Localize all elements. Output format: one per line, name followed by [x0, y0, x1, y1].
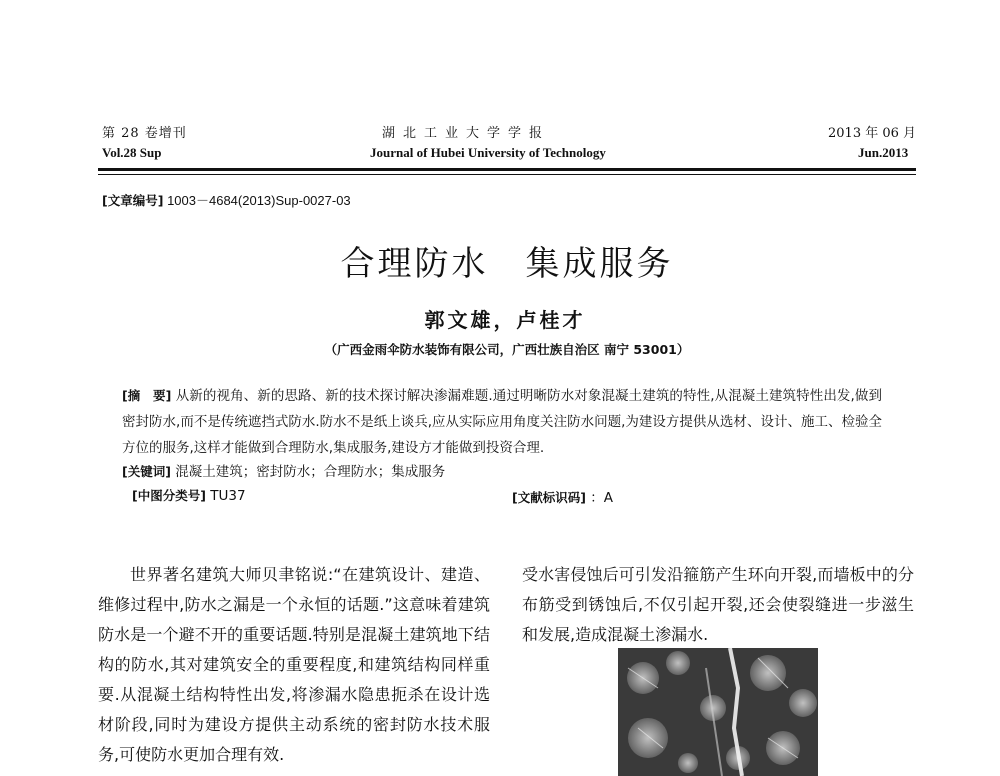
keywords-text: 混凝土建筑；密封防水；合理防水；集成服务: [175, 464, 446, 480]
clc-label: [中图分类号]: [132, 488, 206, 503]
volume-cn: 第 28 卷增刊: [102, 126, 187, 141]
document-code: [512, 486, 613, 506]
doc-code-label: [文献标识码]: [512, 490, 586, 505]
abstract: [122, 383, 882, 461]
abstract-label: [摘 要]: [122, 388, 172, 403]
body-paragraph: 世界著名建筑大师贝聿铭说:“在建筑设计、建造、维修过程中,防水之漏是一个永恒的话题.”这意味着建筑防水是一个避不开的重要话题.特别是混凝土建筑地下结构的防水,其对建筑安全的重要程度,和建筑结构同样重要.从混凝土结构特性出发,将渗漏水隐患扼杀在设计选材阶段,同时为建设方提供主动系统的密封防水技术服务,可使防水更加合理有效.: [98, 565, 490, 764]
clc-value: TU37: [210, 488, 246, 504]
header-rule-thick: [98, 168, 916, 171]
article-number-value: 1003－4684(2013)Sup-0027-03: [167, 193, 351, 208]
paper-title: 合理防水 集成服务: [340, 244, 674, 284]
volume-en: Vol.28 Sup: [102, 145, 162, 160]
keywords-label: [关键词]: [122, 464, 171, 479]
body-paragraph: 受水害侵蚀后可引发沿箍筋产生环向开裂,而墙板中的分布筋受到锈蚀后,不仅引起开裂,还会使裂缝进一步滋生和发展,造成混凝土渗漏水.: [522, 565, 914, 644]
doc-code-value: ：A: [590, 490, 613, 506]
body-right-column: [522, 560, 914, 650]
micrograph-figure: [618, 648, 818, 776]
abstract-text: 从新的视角、新的思路、新的技术探讨解决渗漏难题.通过明晰防水对象混凝土建筑的特性,从混凝土建筑特性出发,做到密封防水,而不是传统遮挡式防水.防水不是纸上谈兵,应从实际应用角度关注防水问题,为建设方提供从选材、设计、施工、检验全方位的服务,这样才能做到合理防水,集成服务,建设方才能做到投资合理.: [122, 388, 883, 456]
journal-title-cn: 湖北工业大学学报: [382, 126, 551, 141]
micrograph-image: [618, 648, 818, 776]
issue-date-cn: 2013 年 06 月: [828, 126, 917, 141]
journal-title-en: Journal of Hubei University of Technology: [370, 145, 606, 160]
article-number-label: [文章编号]: [102, 193, 164, 208]
paper-authors: 郭文雄，卢桂才: [424, 308, 586, 332]
issue-date-en: Jun.2013: [858, 145, 909, 160]
body-left-column: [98, 560, 490, 770]
article-number: [102, 190, 351, 209]
clc-number: [132, 486, 246, 504]
header-rule-thin: [98, 174, 916, 175]
author-affiliation: （广西金雨伞防水装饰有限公司，广西壮族自治区 南宁 53001）: [324, 342, 690, 357]
keywords: [122, 460, 445, 480]
